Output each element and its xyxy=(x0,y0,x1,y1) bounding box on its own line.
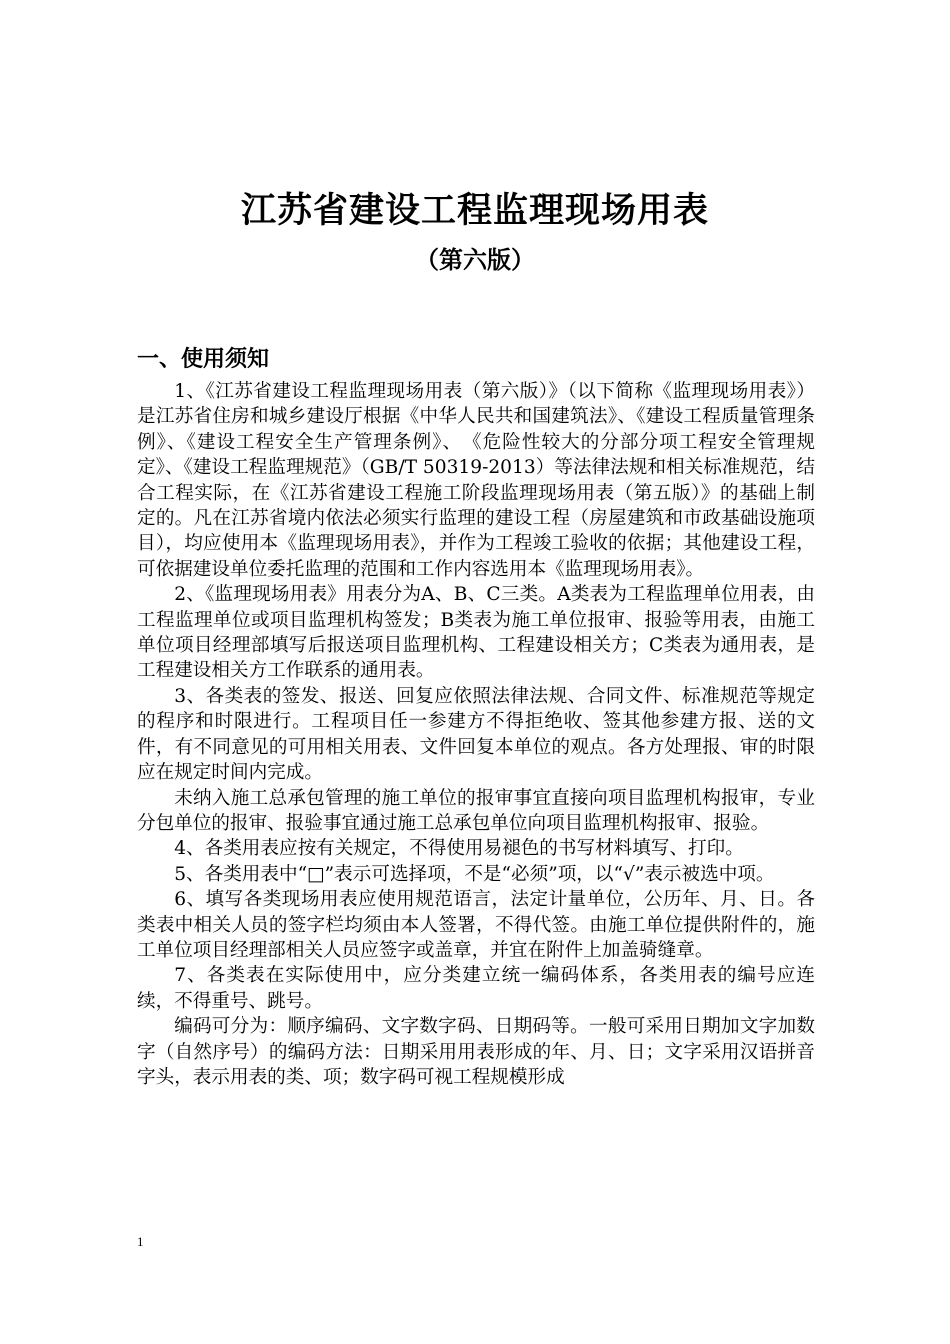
paragraph-9: 编码可分为：顺序编码、文字数字码、日期码等。一般可采用日期加文字加数字（自然序号）的编码方法：日期采用用表形成的年、月、日；文字采用汉语拼音字头，表示用表的类、项；数字码可视工程规模形成 xyxy=(137,1016,815,1088)
paragraph-1: 1、《江苏省建设工程监理现场用表（第六版）》（以下简称《监理现场用表》）是江苏省住房和城乡建设厅根据《中华人民共和国建筑法》、《建设工程质量管理条例》、《建设工程安全生产管理条例》、 《危险性较大的分部分项工程安全管理规定》、《建设工程监理规范》（GB/T 50319-2013）等法律法规和相关标准规范，结合工程实际，在《江苏省建设工程施工阶段监理现场用表（第五版）》的基础上制定的。凡在江苏省境内依法必须实行监理的建设工程（房屋建筑和市政基础设施项目），均应使用本《监理现场用表》，并作为工程竣工验收的依据；其他建设工程，可依据建设单位委托监理的范围和工作内容选用本《监理现场用表》。 xyxy=(137,381,815,580)
paragraph-4: 未纳入施工总承包管理的施工单位的报审事宜直接向项目监理机构报审，专业分包单位的报审、报验事宜通过施工总承包单位向项目监理机构报审、报验。 xyxy=(137,787,815,834)
paragraph-3: 3、各类表的签发、报送、回复应依照法律法规、合同文件、标准规范等规定的程序和时限进行。工程项目任一参建方不得拒绝收、签其他参建方报、送的文件，有不同意见的可用相关用表、文件回复本单位的观点。各方处理报、审的时限应在规定时间内完成。 xyxy=(137,685,815,784)
paragraph-6: 5、各类用表中“□”表示可选择项，不是“必须”项，以“√”表示被选中项。 xyxy=(174,863,775,885)
section-heading: 一、使用须知 xyxy=(137,347,270,372)
paragraph-7: 6、填写各类现场用表应使用规范语言，法定计量单位，公历年、月、日。各类表中相关人员的签字栏均须由本人签署，不得代签。由施工单位提供附件的，施工单位项目经理部相关人员应签字或盖章，并宜在附件上加盖骑缝章。 xyxy=(137,889,815,961)
paragraph-8: 7、各类表在实际使用中，应分类建立统一编码体系，各类用表的编号应连续，不得重号、跳号。 xyxy=(137,965,815,1012)
page-title: 江苏省建设工程监理现场用表 xyxy=(240,191,709,231)
page-number: 1 xyxy=(137,1234,144,1249)
paragraph-5: 4、各类用表应按有关规定，不得使用易褪色的书写材料填写、打印。 xyxy=(174,838,744,860)
document-body xyxy=(137,379,815,1090)
page-subtitle: （第六版） xyxy=(415,246,535,274)
paragraph-2: 2、《监理现场用表》用表分为A、B、C三类。A类表为工程监理单位用表，由工程监理单位或项目监理机构签发；B类表为施工单位报审、报验等用表，由施工单位项目经理部填写后报送项目监理机构、工程建设相关方；C类表为通用表，是工程建设相关方工作联系的通用表。 xyxy=(137,584,815,682)
